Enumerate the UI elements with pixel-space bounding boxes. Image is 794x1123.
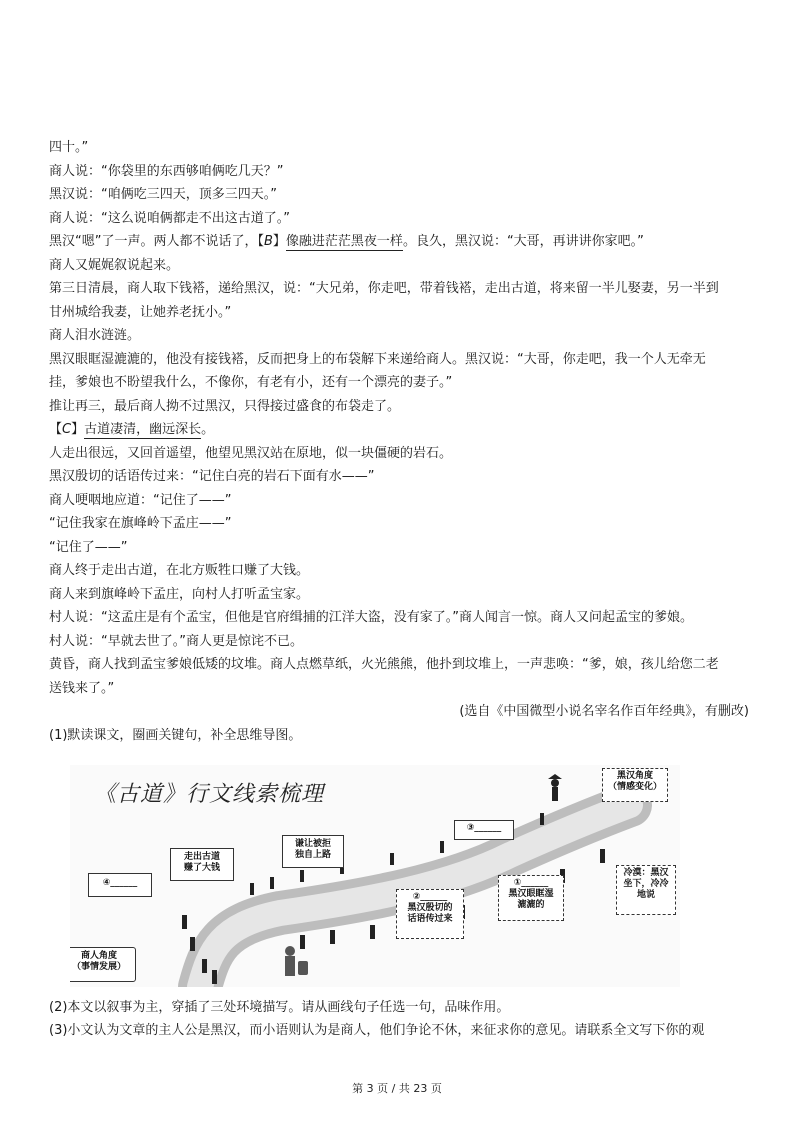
- text-span: 。: [201, 422, 215, 437]
- page-footer: 第 3 页 / 共 23 页: [352, 1082, 442, 1095]
- underlined-sentence-c: 古道凄清，幽远深长: [84, 422, 202, 437]
- box-zouchu: 走出古道 赚了大钱: [170, 848, 234, 881]
- text-span: 。良久，黑汉说：“大哥，再讲讲你家吧。”: [402, 234, 644, 249]
- underlined-sentence-b: 像融进茫茫黑夜一样: [285, 234, 403, 249]
- story-line: 甘州城给我妻，让她养老抚小。”: [49, 304, 232, 320]
- story-line: 商人说：“你袋里的东西够咱俩吃几天？”: [49, 163, 284, 179]
- story-line: 黑汉眼眶湿漉漉的，他没有接钱褡，反而把身上的布袋解下来递给商人。黑汉说：“大哥，你走吧，我一个人无牵无: [49, 351, 706, 367]
- text-span: 】: [272, 234, 286, 249]
- story-line: 商人哽咽地应道：“记住了——”: [49, 492, 232, 508]
- story-line: 商人来到旗峰岭下孟庄，向村人打听孟宝家。: [49, 586, 310, 602]
- figure-title: 《古道》行文线索梳理: [94, 782, 325, 807]
- source-citation: (选自《中国微型小说名宰名作百年经典》，有删改): [459, 704, 749, 719]
- text-span: 】: [71, 422, 85, 437]
- story-line: 人走出很远，又回首遥望，他望见黑汉站在原地，似一块僵硬的岩石。: [49, 445, 453, 461]
- text-span: 黑汉“嗯”了一声。两人都不说话了，【: [49, 234, 264, 249]
- story-line: “记住我家在旗峰岭下孟庄——”: [49, 516, 232, 531]
- box-lengmo: 冷漠：黑汉 坐下，冷冷 地说: [616, 865, 676, 915]
- story-line: 村人说：“这孟庄是有个孟宝，但他是官府缉捕的江洋大盗，没有家了。”商人闻言一惊。商人又问起孟宝的爹娘。: [49, 610, 693, 625]
- story-line: 黄昏，商人找到孟宝爹娘低矮的坟堆。商人点燃草纸，火光熊熊，他扑到坟堆上，一声悲唤：“爹，娘，孩儿给您二老: [49, 657, 719, 672]
- answer-box-3: ③______: [454, 820, 514, 840]
- mark-b: B: [263, 234, 273, 249]
- story-line: 商人又娓娓叙说起来。: [49, 257, 180, 273]
- story-line: 商人泪水涟涟。: [49, 328, 141, 343]
- story-line: [49, 418, 749, 442]
- story-line: 挂，爹娘也不盼望我什么，不像你，有老有小，还有一个漂亮的妻子。”: [49, 375, 453, 390]
- question-3: (3)小文认为文章的主人公是黑汉，而小语则认为是商人，他们争论不休，来征求你的意见。请联系全文写下你的观: [49, 1023, 705, 1038]
- story-line: “记住了——”: [49, 539, 128, 555]
- merchant-angle-box: 商人角度 （事情发展）: [70, 947, 136, 982]
- text-span: 【: [49, 422, 63, 437]
- heihan-angle-box: 黑汉角度 （情感变化）: [602, 768, 668, 802]
- story-line: 四十。”: [49, 140, 89, 155]
- question-1: (1)默读课文，圈画关键句，补全思维导图。: [49, 727, 302, 743]
- question-2: (2)本文以叙事为主，穿插了三处环境描写。请从画线句子任选一句，品味作用。: [49, 1000, 510, 1015]
- story-line: 黑汉说：“咱俩吃三四天，顶多三四天。”: [49, 187, 277, 202]
- mind-map-figure: [70, 765, 680, 987]
- story-line: 推让再三，最后商人拗不过黑汉，只得接过盛食的布袋走了。: [49, 398, 401, 414]
- merchant-figure-icon: [285, 946, 308, 976]
- answer-box-1: ①______ 黑汉眼眶湿 漉漉的: [498, 875, 564, 921]
- mark-c: C: [62, 422, 72, 437]
- story-line: 商人终于走出古道，在北方贩牲口赚了大钱。: [49, 563, 310, 578]
- story-text: [49, 136, 749, 747]
- story-line: 第三日清晨，商人取下钱褡，递给黑汉，说：“大兄弟，你走吧，带着钱褡，走出古道，将来留一半儿娶妻，另一半到: [49, 281, 719, 296]
- story-line: 送钱来了。”: [49, 680, 115, 696]
- heihan-figure-icon: [548, 774, 562, 801]
- story-line: [49, 230, 749, 254]
- story-line: 村人说：“早就去世了。”商人更是惊诧不已。: [49, 633, 303, 649]
- answer-box-4: ④______: [88, 873, 152, 897]
- box-qianrang: 谦让被拒 独自上路: [282, 835, 344, 868]
- story-line: 商人说：“这么说咱俩都走不出这古道了。”: [49, 210, 290, 226]
- story-line: 黑汉殷切的话语传过来：“记住白亮的岩石下面有水——”: [49, 469, 375, 484]
- answer-box-2: ②______ 黑汉殷切的 话语传过来: [396, 889, 464, 939]
